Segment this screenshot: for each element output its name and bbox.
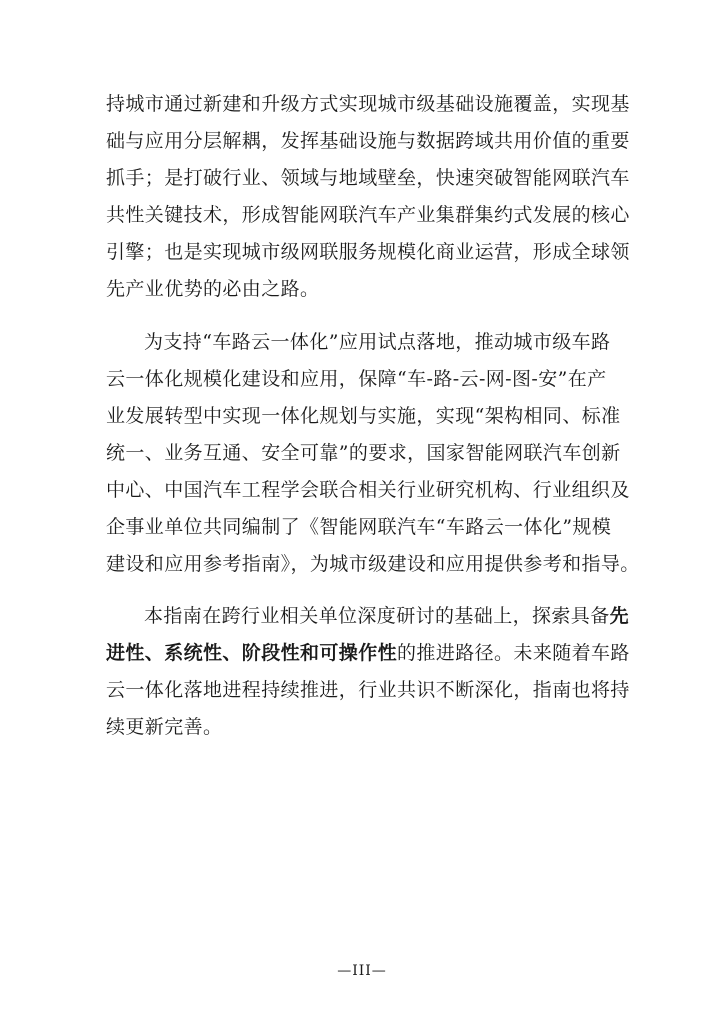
line-text: 的推进路径。未来随着车路 bbox=[397, 642, 630, 664]
paragraph-line bbox=[106, 635, 636, 672]
paragraph-line: 抓手；是打破行业、领域与地域壁垒，快速突破智能网联汽车 bbox=[106, 167, 630, 189]
paragraph-line: 云一体化规模化建设和应用，保障“车-路-云-网-图-安”在产 bbox=[106, 368, 607, 390]
paragraph-line: 先产业优势的必由之路。 bbox=[106, 278, 320, 300]
paragraph-line: 共性关键技术，形成智能网联汽车产业集群集约式发展的核心 bbox=[106, 204, 630, 226]
paragraph-line: 云一体化落地进程持续推进，行业共识不断深化，指南也将持 bbox=[106, 679, 630, 701]
paragraph-line bbox=[106, 598, 636, 635]
paragraph-line: 持城市通过新建和升级方式实现城市级基础设施覆盖，实现基 bbox=[106, 93, 630, 115]
paragraph-line: 续更新完善。 bbox=[106, 716, 223, 738]
paragraph-1 bbox=[106, 86, 636, 308]
paragraph-line: 业发展转型中实现一体化规划与实施，实现“架构相同、标准 bbox=[106, 405, 621, 427]
emphasis-text: 先 bbox=[609, 605, 630, 627]
paragraph-line: 建设和应用参考指南》，为城市级建设和应用提供参考和指导。 bbox=[106, 553, 640, 575]
line-text: 本指南在跨行业相关单位深度研讨的基础上，探索具备 bbox=[144, 605, 610, 627]
paragraph-line: 础与应用分层解耦，发挥基础设施与数据跨域共用价值的重要 bbox=[106, 130, 630, 152]
paragraph-line: 引擎；也是实现城市级网联服务规模化商业运营，形成全球领 bbox=[106, 241, 630, 263]
paragraph-2 bbox=[106, 324, 640, 583]
page-number: —III— bbox=[337, 963, 387, 979]
paragraph-line: 为支持“车路云一体化”应用试点落地，推动城市级车路 bbox=[144, 331, 611, 353]
paragraph-line: 中心、中国汽车工程学会联合相关行业研究机构、行业组织及 bbox=[106, 479, 630, 501]
paragraph-line: 企事业单位共同编制了《智能网联汽车“车路云一体化”规模 bbox=[106, 516, 612, 538]
paragraph-line: 统一、业务互通、安全可靠”的要求，国家智能网联汽车创新 bbox=[106, 442, 621, 464]
paragraph-3 bbox=[106, 598, 636, 746]
emphasis-text: 进性、系统性、阶段性和可操作性 bbox=[106, 642, 398, 664]
